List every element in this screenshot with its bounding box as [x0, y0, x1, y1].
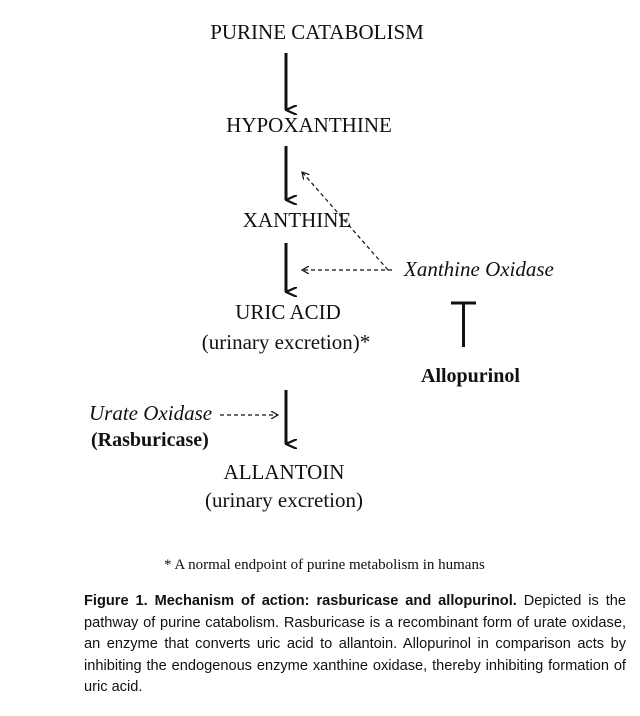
node-allantoin-note: (urinary excretion)	[204, 488, 364, 512]
enzyme-xanthine-oxidase: Xanthine Oxidase	[404, 257, 554, 281]
node-purine-catabolism: PURINE CATABOLISM	[210, 20, 424, 44]
enzyme-urate-oxidase: Urate Oxidase	[89, 401, 213, 425]
node-xanthine: XANTHINE	[242, 208, 352, 232]
node-allantoin: ALLANTOIN	[223, 460, 345, 484]
drug-rasburicase: (Rasburicase)	[91, 429, 209, 451]
node-hypoxanthine: HYPOXANTHINE	[226, 113, 392, 137]
figure-caption	[84, 591, 626, 699]
caption-body: Depicted is the pathway of purine catabolism. Rasburicase is a recombinant form of urate oxidase, an enzyme that converts uric acid to allantoin. Allopurinol in comparison acts by inhibiting the endogenous enzyme xanthine oxidase, thereby inhibiting formation of uric acid.	[84, 593, 627, 695]
inhibition-symbol	[451, 303, 476, 347]
node-uric-acid-note: (urinary excretion)*	[201, 330, 371, 354]
node-uric-acid: URIC ACID	[235, 300, 341, 324]
drug-allopurinol: Allopurinol	[421, 365, 520, 387]
footnote: * A normal endpoint of purine metabolism in humans	[164, 557, 485, 573]
caption-title: Figure 1. Mechanism of action: rasburicase and allopurinol.	[84, 593, 517, 609]
